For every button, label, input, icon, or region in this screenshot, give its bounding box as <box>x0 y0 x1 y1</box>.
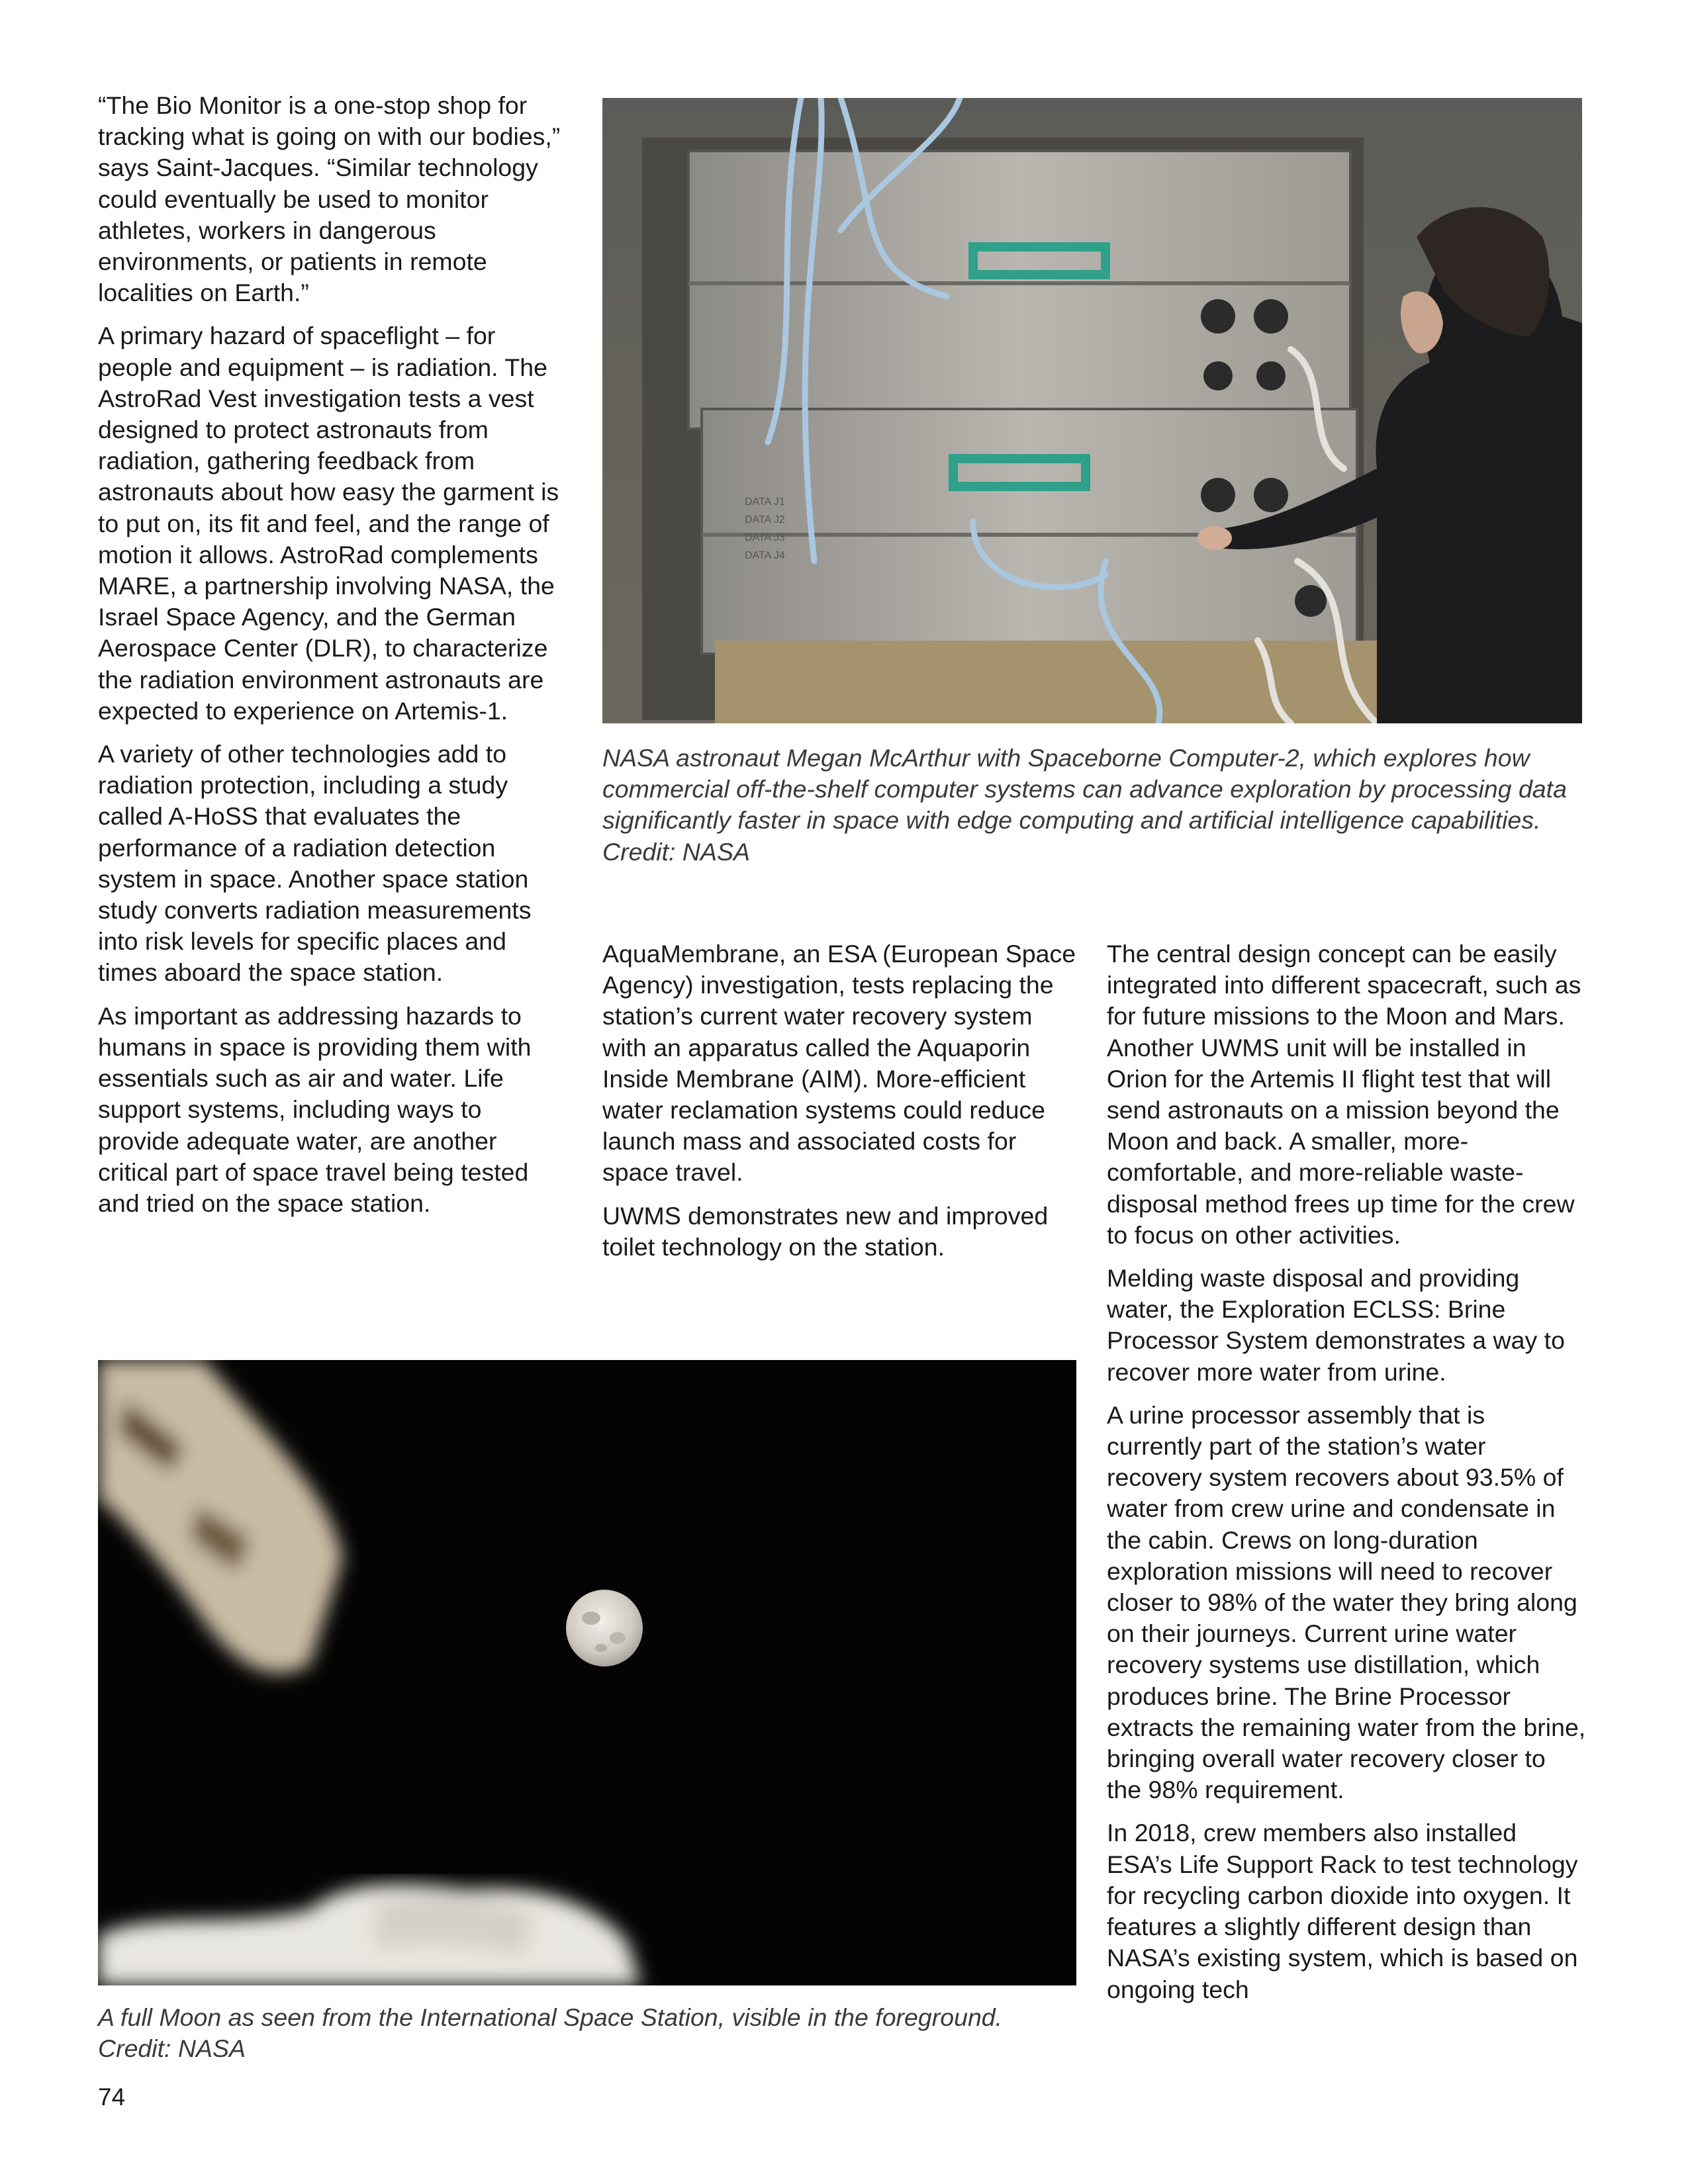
full-moon-image <box>98 1360 1076 1985</box>
caption-full-moon: A full Moon as seen from the International Space Station, visible in the foreground. Credit: NASA <box>98 2003 1003 2063</box>
caption-spaceborne-computer: NASA astronaut Megan McArthur with Spaceborne Computer-2, which explores how commercial off-the-shelf computer systems can advance exploration by processing data significantly faster in space with edge computing and artificial intelligence capabilities. Credit: NASA <box>602 744 1567 866</box>
paragraph-bio-monitor: “The Bio Monitor is a one-stop shop for tracking what is going on with our bodies,” says Saint-Jacques. “Similar technology could eventually be used to monitor athletes, workers in dangerous environments, or patients in remote localities on Earth.” <box>98 91 561 307</box>
paragraph-uwms-design: The central design concept can be easily integrated into different spacecraft, such as for future missions to the Moon and Mars. Another UWMS unit will be installed in Orion for the Artemis II flight test that will send astronauts on a mission beyond the Moon and back. A smaller, more-comfortable, and more-reliable waste-disposal method frees up time for the crew to focus on other activities. <box>1107 940 1581 1249</box>
left-column <box>98 90 565 1231</box>
paragraph-astrorad: A primary hazard of spaceflight – for people and equipment – is radiation. The AstroRad Vest investigation tests a vest designed to protect astronauts from radiation, gathering feedback from astronauts about how easy the garment is to put on, its fit and feel, and the range of motion it allows. AstroRad complements MARE, a partnership involving NASA, the Israel Space Agency, and the German Aerospace Center (DLR), to characterize the radiation environment astronauts are expected to experience on Artemis-1. <box>98 322 559 725</box>
paragraph-uwms: UWMS demonstrates new and improved toilet technology on the station. <box>602 1201 1049 1261</box>
middle-column <box>602 938 1079 1275</box>
paragraph-life-support-rack: In 2018, crew members also installed ESA’s Life Support Rack to test technology for recycling carbon dioxide into oxygen. It features a slightly different design than NASA’s existing system, which is based on ongoing tech <box>1107 1819 1578 2003</box>
paragraph-life-support: As important as addressing hazards to humans in space is providing them with essentials such as air and water. Life support systems, including ways to provide adequate water, are another critical part of space travel being tested and tried on the space station. <box>98 1001 532 1217</box>
paragraph-radiation-protection: A variety of other technologies add to radiation protection, including a study called A-HoSS that evaluates the performance of a radiation detection system in space. Another space station study converts radiation measurements into risk levels for specific places and times aboard the space station. <box>98 740 532 987</box>
photo-full-moon <box>98 1360 1076 1985</box>
paragraph-urine-processor: A urine processor assembly that is currently part of the station’s water recovery system recovers about 93.5% of water from crew urine and condensate in the cabin. Crews on long-duration exploration missions will need to recover closer to 98% of the water they bring along on their journeys. Current urine water recovery systems use distillation, which produces brine. The Brine Processor extracts the remaining water from the brine, bringing overall water recovery closer to the 98% requirement. <box>1107 1400 1586 1804</box>
panel-label: DATA J2 <box>745 514 785 525</box>
panel-label: DATA J3 <box>745 532 785 543</box>
panel-label: DATA J1 <box>745 496 785 508</box>
spaceborne-computer-image <box>602 98 1582 723</box>
paragraph-brine-processor: Melding waste disposal and providing water, the Exploration ECLSS: Brine Processor System demonstrates a way to recover more water from urine. <box>1107 1264 1565 1386</box>
page-number: 74 <box>98 2083 126 2111</box>
photo-spaceborne-computer <box>602 98 1582 723</box>
panel-label: DATA J4 <box>745 550 785 561</box>
paragraph-aquamembrane: AquaMembrane, an ESA (European Space Agency) investigation, tests replacing the station’s current water recovery system with an apparatus called the Aquaporin Inside Membrane (AIM). More-efficient water reclamation systems could reduce launch mass and associated costs for space travel. <box>602 940 1076 1187</box>
right-column <box>1107 938 1587 2017</box>
